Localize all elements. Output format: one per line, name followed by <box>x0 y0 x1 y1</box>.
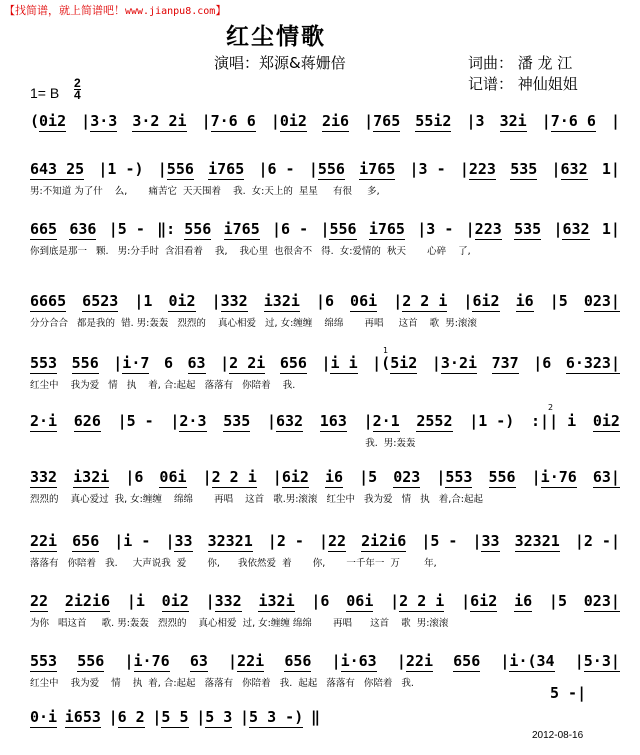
beam-line <box>72 373 99 374</box>
beam-line <box>441 373 477 374</box>
notation-line <box>30 532 620 550</box>
beam-line <box>346 611 373 612</box>
beam-line <box>74 431 101 432</box>
beam-line <box>264 311 300 312</box>
beam-line <box>211 131 256 132</box>
note-group: 55i2 <box>415 112 452 130</box>
beam-line <box>514 611 532 612</box>
note-group: |632 <box>553 220 590 238</box>
beam-line <box>205 727 232 728</box>
beam-line <box>359 179 395 180</box>
score-date: 2012-08-16 <box>532 730 584 741</box>
note-group: |556 <box>320 220 357 238</box>
note-group: 737 <box>491 354 519 372</box>
beam-line <box>30 671 57 672</box>
notation-line <box>30 468 620 486</box>
site-banner[interactable] <box>4 2 226 18</box>
beam-line <box>65 611 110 612</box>
beam-line <box>500 131 527 132</box>
beam-line <box>584 311 620 312</box>
note-group: |223 <box>465 220 502 238</box>
notation-line <box>30 592 620 610</box>
notation-line <box>30 412 620 430</box>
note-group: 0·i <box>30 708 58 726</box>
notation-line <box>30 354 620 372</box>
note-group: |6 - <box>272 220 309 238</box>
note-group: :|| i <box>531 412 577 430</box>
key-signature: 1= B <box>30 85 60 101</box>
note-group: 6523 <box>82 292 119 310</box>
note-group: 332 <box>30 468 58 486</box>
singer-credit: 演唱：郑源&蒋姗倍 <box>214 54 346 72</box>
time-signature <box>74 78 81 101</box>
note-group: 6 <box>163 354 173 372</box>
note-group: |i·63 <box>331 652 377 670</box>
note-group: 556 <box>488 468 516 486</box>
beam-line <box>215 611 242 612</box>
note-group: |5 - <box>108 220 145 238</box>
note-group: 643 25 <box>30 160 85 178</box>
song-title: 红尘情歌 <box>226 24 326 50</box>
note-group: |33 <box>165 532 193 550</box>
beam-line <box>212 487 257 488</box>
note-group: |2·1 <box>363 412 400 430</box>
beam-line <box>369 239 405 240</box>
beam-line <box>184 239 211 240</box>
note-group: 163 <box>319 412 347 430</box>
beam-line <box>393 487 420 488</box>
beam-line <box>593 431 620 432</box>
beam-line <box>373 431 400 432</box>
note-group: |6 <box>125 468 144 486</box>
note-group: |3 - <box>409 160 446 178</box>
note-group: |5 3 -) <box>240 708 304 726</box>
note-group: |765 <box>364 112 401 130</box>
beam-line <box>284 671 311 672</box>
beam-line <box>118 727 145 728</box>
note-group: 553 <box>30 652 58 670</box>
note-group: 6665 <box>30 292 67 310</box>
note-group: 656 <box>279 354 307 372</box>
beam-line <box>174 551 192 552</box>
beam-line <box>341 671 377 672</box>
beam-line <box>562 239 589 240</box>
beam-line <box>541 487 577 488</box>
note-group: |22 <box>318 532 347 550</box>
note-group: 656 <box>453 652 481 670</box>
note-group: 553 <box>30 354 58 372</box>
beam-line <box>162 611 189 612</box>
note-group: i32i <box>263 292 300 310</box>
note-group: i6 <box>514 592 533 610</box>
note-group: |3·2i <box>431 354 478 372</box>
lyrics-line: 落落有 你陪着 我. 大声说我 爱 你, 我依然爱 着 你, 一千年一 万 年, <box>30 558 437 569</box>
beam-line <box>472 311 499 312</box>
note-group: 06i <box>159 468 187 486</box>
note-group: |6 <box>533 354 552 372</box>
beam-line <box>329 239 356 240</box>
note-group: |5 3 <box>196 708 233 726</box>
beam-line <box>475 239 502 240</box>
note-group: |5 - <box>421 532 458 550</box>
notation-line <box>30 160 620 178</box>
note-group: |553 <box>436 468 473 486</box>
beam-line <box>453 671 480 672</box>
note-group: |2 2 i <box>390 592 445 610</box>
beam-line <box>584 611 620 612</box>
beam-line <box>330 373 357 374</box>
note-group: 6·323| <box>565 354 620 372</box>
note-group: i6 <box>515 292 534 310</box>
beam-line <box>223 431 250 432</box>
beam-line <box>350 311 377 312</box>
beam-line <box>515 551 560 552</box>
banner-url[interactable]: www.jianpu8.com <box>125 6 216 17</box>
beam-line <box>72 551 99 552</box>
beam-line <box>208 179 244 180</box>
beam-line <box>30 431 57 432</box>
time-signature-denominator: 4 <box>74 88 81 102</box>
note-group: 556 <box>77 652 105 670</box>
note-group: 023| <box>583 592 620 610</box>
note-group: |6 <box>311 592 330 610</box>
lyricist-credit: 词曲： 潘 龙 江 <box>468 54 573 72</box>
note-group: |2 2 i <box>202 468 257 486</box>
beam-line <box>188 373 206 374</box>
beam-line <box>373 131 400 132</box>
note-group: |6 - <box>258 160 295 178</box>
beam-line <box>481 551 499 552</box>
lyrics-line: 我. 男:轰轰 <box>30 438 416 449</box>
beam-line <box>282 487 309 488</box>
beam-line <box>584 671 620 672</box>
note-group: |556 <box>157 160 194 178</box>
beam-line <box>249 727 303 728</box>
note-group: |5 5 <box>152 708 189 726</box>
notation-line <box>30 652 620 670</box>
note-group: 32321 <box>514 532 560 550</box>
note-group: |33 <box>472 532 500 550</box>
note-group: |332 <box>205 592 242 610</box>
beam-line <box>470 611 497 612</box>
beam-line <box>132 131 186 132</box>
beam-line <box>65 727 101 728</box>
beam-line <box>237 671 264 672</box>
note-group: |332 <box>211 292 248 310</box>
note-group: 0i2 <box>161 592 189 610</box>
beam-line <box>510 179 537 180</box>
beam-line <box>593 487 620 488</box>
lyrics-line: 分分合合 都是我的 错. 男:轰轰 烈烈的 真心相爱 过, 女:缠缠 绵绵 再唱 这首 歌 男:滚滚 <box>30 318 477 329</box>
time-signature-numerator: 2 <box>74 76 81 90</box>
note-group: |3 <box>466 112 485 130</box>
beam-line <box>168 311 195 312</box>
beam-line <box>221 311 248 312</box>
note-group: |5 - <box>117 412 154 430</box>
beam-line <box>82 311 118 312</box>
note-group: 2552 <box>416 412 453 430</box>
note-group: i653 <box>64 708 101 726</box>
notation-line <box>30 112 620 130</box>
note-group: 63| <box>592 468 620 486</box>
note-group: 556 <box>71 354 99 372</box>
note-group: |6i2 <box>461 592 498 610</box>
note-group: i765 <box>368 220 405 238</box>
beam-line <box>179 431 206 432</box>
scribe-credit: 记谱： 神仙姐姐 <box>468 75 578 93</box>
beam-line <box>90 131 117 132</box>
note-group: 0i2 <box>168 292 196 310</box>
lyrics-line: 为你 唱这首 歌. 男:轰轰 烈烈的 真心相爱 过, 女:缠缠 绵绵 再唱 这首 歌 男:滚滚 <box>30 618 449 629</box>
lyrics-line: 男:不知道 为了什 么, 痛苦它 天天围着 我. 女:天上的 星星 有很 多, <box>30 186 380 197</box>
note-group: |7·6 6 <box>541 112 596 130</box>
note-group: ‖: 556 <box>157 220 212 238</box>
beam-line <box>30 311 66 312</box>
beam-line <box>469 179 496 180</box>
note-group: 1| <box>601 160 620 178</box>
beam-line <box>492 373 519 374</box>
note-group: |i·(34 <box>500 652 555 670</box>
beam-line <box>30 179 84 180</box>
beam-line <box>390 373 417 374</box>
note-group: 023 <box>393 468 421 486</box>
beam-line <box>258 611 294 612</box>
beam-line <box>224 239 260 240</box>
notation-line <box>30 292 620 310</box>
note-group: 1| <box>601 220 620 238</box>
beam-line <box>416 431 452 432</box>
beam-line <box>229 373 265 374</box>
note-group: |(5i2 <box>372 354 418 372</box>
note-group: |5 <box>549 292 568 310</box>
note-group: 0i2 <box>592 412 620 430</box>
banner-close: 】 <box>215 4 227 17</box>
notation-line <box>30 220 620 238</box>
note-group: 656 <box>72 532 100 550</box>
note-group: 535 <box>223 412 251 430</box>
beam-line <box>489 487 516 488</box>
beam-line <box>566 373 620 374</box>
note-group: |i·7 <box>113 354 150 372</box>
note-group: |223 <box>459 160 496 178</box>
beam-line <box>516 311 534 312</box>
note-group: |632 <box>266 412 304 430</box>
note-group: |6 2 <box>108 708 145 726</box>
volta-2-marker: 2 <box>548 403 554 412</box>
lyrics-line: 你到底是那一 颗. 男:分手时 含泪看着 我, 我心里 也很舍不 得. 女:爱情的 秋天 心碎 了, <box>30 246 471 257</box>
note-group: |7·6 6 <box>201 112 256 130</box>
note-group: 3·2 2i <box>132 112 187 130</box>
beam-line <box>30 611 48 612</box>
note-group: i765 <box>208 160 245 178</box>
note-group: |6i2 <box>272 468 309 486</box>
beam-line <box>280 131 307 132</box>
beam-line <box>69 239 96 240</box>
note-group: |5 <box>359 468 378 486</box>
beam-line <box>30 727 57 728</box>
beam-line <box>361 551 406 552</box>
lyrics-line: 烈烈的 真心爱过 我, 女:缠缠 绵绵 再唱 这首 歌.男:滚滚 红尘中 我为爱 情 执 着,合:起起 <box>30 494 483 505</box>
note-group: |1 -) <box>98 160 144 178</box>
beam-line <box>208 551 253 552</box>
beam-line <box>445 487 472 488</box>
beam-line <box>190 671 208 672</box>
note-group: 06i <box>350 292 378 310</box>
note-group: i6 <box>324 468 344 486</box>
note-group: | <box>610 112 620 130</box>
banner-text: 【找简谱，就上简谱吧！ <box>4 4 125 17</box>
note-group: 535 <box>510 160 538 178</box>
note-group: |2 2i <box>220 354 266 372</box>
beam-line <box>402 311 447 312</box>
note-group: ‖ <box>310 708 320 726</box>
volta-1-marker: 1 <box>383 346 389 355</box>
note-group: 665 <box>30 220 58 238</box>
note-group: |i·76 <box>124 652 170 670</box>
beam-line <box>30 373 57 374</box>
note-group: i765 <box>223 220 260 238</box>
beam-line <box>514 239 541 240</box>
beam-line <box>551 131 596 132</box>
beam-line <box>318 179 345 180</box>
note-group: |i·76 <box>531 468 577 486</box>
lyrics-line: 红尘中 我为爱 情 执 着, 合:起起 落落有 你陪着 我. 起起 落落有 你陪着 我. <box>30 678 414 689</box>
note-group: 63 <box>189 652 208 670</box>
beam-line <box>322 131 349 132</box>
note-group: |3 - <box>417 220 454 238</box>
beam-line <box>30 487 57 488</box>
note-group: 2i2i6 <box>64 592 111 610</box>
beam-line <box>134 671 170 672</box>
trailing-measure: 5 -| <box>550 684 587 702</box>
note-group: |22i <box>228 652 265 670</box>
beam-line <box>167 179 194 180</box>
note-group: 2·i <box>30 412 58 430</box>
note-group: |1 -) <box>469 412 515 430</box>
note-group: |i - <box>114 532 151 550</box>
beam-line <box>73 487 109 488</box>
beam-line <box>30 239 57 240</box>
note-group: 2i2i6 <box>361 532 407 550</box>
note-group: i32i <box>73 468 110 486</box>
beam-line <box>561 179 588 180</box>
note-group: |0i2 <box>270 112 307 130</box>
note-group: (0i2 <box>30 112 67 130</box>
note-group: 63 <box>187 354 206 372</box>
note-group: |632 <box>551 160 588 178</box>
beam-line <box>280 373 307 374</box>
beam-line <box>30 551 57 552</box>
note-group: |3·3 <box>81 112 118 130</box>
note-group: 636 <box>69 220 97 238</box>
note-group: |2 2 i <box>393 292 448 310</box>
beam-line <box>406 671 433 672</box>
note-group: |6i2 <box>463 292 500 310</box>
note-group: 535 <box>514 220 542 238</box>
note-group: i765 <box>359 160 396 178</box>
beam-line <box>325 487 343 488</box>
note-group: |5 <box>548 592 567 610</box>
beam-line <box>39 131 66 132</box>
notation-line <box>30 708 320 726</box>
note-group: |22i <box>396 652 433 670</box>
note-group: 32i <box>499 112 527 130</box>
note-group: 626 <box>73 412 101 430</box>
note-group: |2·3 <box>170 412 207 430</box>
note-group: |6 <box>315 292 334 310</box>
note-group: 656 <box>284 652 312 670</box>
beam-line <box>399 611 444 612</box>
note-group: i32i <box>258 592 295 610</box>
note-group: |2 - <box>267 532 304 550</box>
note-group: 22i <box>30 532 58 550</box>
lyrics-line: 红尘中 我为爱 情 执 着, 合:起起 落落有 你陪着 我. <box>30 380 296 391</box>
note-group: |556 <box>308 160 345 178</box>
note-group: 023| <box>583 292 620 310</box>
note-group: 06i <box>346 592 374 610</box>
beam-line <box>328 551 346 552</box>
beam-line <box>77 671 104 672</box>
note-group: |5·3| <box>574 652 620 670</box>
beam-line <box>159 487 186 488</box>
note-group: |1 <box>134 292 153 310</box>
note-group: |i i <box>321 354 358 372</box>
beam-line <box>161 727 188 728</box>
note-group: 22 <box>30 592 49 610</box>
beam-line <box>415 131 451 132</box>
beam-line <box>276 431 303 432</box>
beam-line <box>122 373 149 374</box>
note-group: |i <box>126 592 145 610</box>
note-group: 2i6 <box>321 112 350 130</box>
note-group: 32321 <box>207 532 253 550</box>
beam-line <box>509 671 554 672</box>
beam-line <box>320 431 347 432</box>
note-group: |2 -| <box>574 532 620 550</box>
